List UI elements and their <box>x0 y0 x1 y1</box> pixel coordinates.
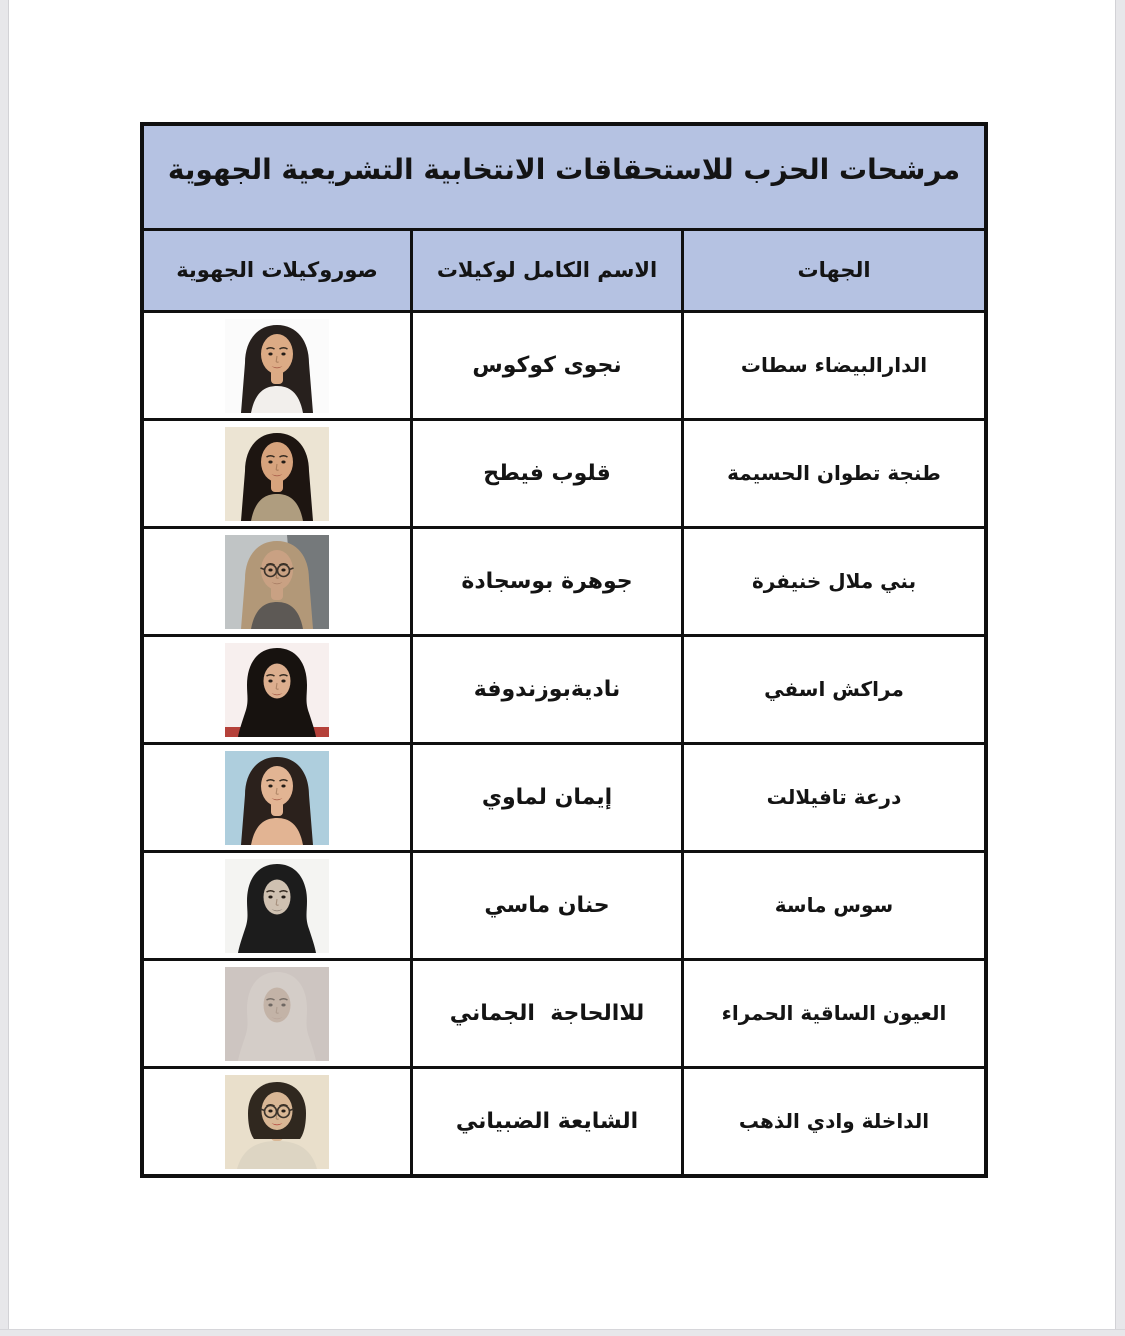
photo-cell <box>144 745 410 850</box>
name-cell: الشايعة الضبياني <box>413 1069 681 1174</box>
photo-cell <box>144 853 410 958</box>
name-cell: جوهرة بوسجادة <box>413 529 681 634</box>
table-title: مرشحات الحزب للاستحقاقات الانتخابية التشريعية الجهوية <box>144 126 984 228</box>
name-cell: إيمان لماوي <box>413 745 681 850</box>
photo-cell <box>144 421 410 526</box>
name-cell: للاالحاجة الجماني <box>413 961 681 1066</box>
column-header-photos: صوروكيلات الجهوية <box>144 231 410 310</box>
name-cell: نجوى كوكوس <box>413 313 681 418</box>
photo-cell <box>144 1069 410 1174</box>
candidate-photo <box>225 535 329 629</box>
region-cell: الداخلة وادي الذهب <box>684 1069 984 1174</box>
candidate-photo <box>225 427 329 521</box>
region-cell: سوس ماسة <box>684 853 984 958</box>
photo-cell <box>144 637 410 742</box>
photo-cell <box>144 961 410 1066</box>
page-edge-bottom <box>0 1329 1125 1336</box>
name-cell: ناديةبوزندوفة <box>413 637 681 742</box>
region-cell: بني ملال خنيفرة <box>684 529 984 634</box>
name-cell: قلوب فيطح <box>413 421 681 526</box>
region-cell: مراكش اسفي <box>684 637 984 742</box>
candidate-photo <box>225 319 329 413</box>
name-cell: حنان ماسي <box>413 853 681 958</box>
column-header-full-name: الاسم الكامل لوكيلات <box>413 231 681 310</box>
photo-cell <box>144 529 410 634</box>
candidate-photo <box>225 1075 329 1169</box>
region-cell: الدارالبيضاء سطات <box>684 313 984 418</box>
page-edge-right <box>1115 0 1125 1336</box>
candidates-table <box>140 122 988 1178</box>
candidate-photo <box>225 967 329 1061</box>
candidate-photo <box>225 643 329 737</box>
column-header-regions: الجهات <box>684 231 984 310</box>
candidate-photo <box>225 859 329 953</box>
region-cell: درعة تافيلالت <box>684 745 984 850</box>
region-cell: العيون الساقية الحمراء <box>684 961 984 1066</box>
page-edge-left <box>0 0 9 1336</box>
photo-cell <box>144 313 410 418</box>
region-cell: طنجة تطوان الحسيمة <box>684 421 984 526</box>
candidate-photo <box>225 751 329 845</box>
